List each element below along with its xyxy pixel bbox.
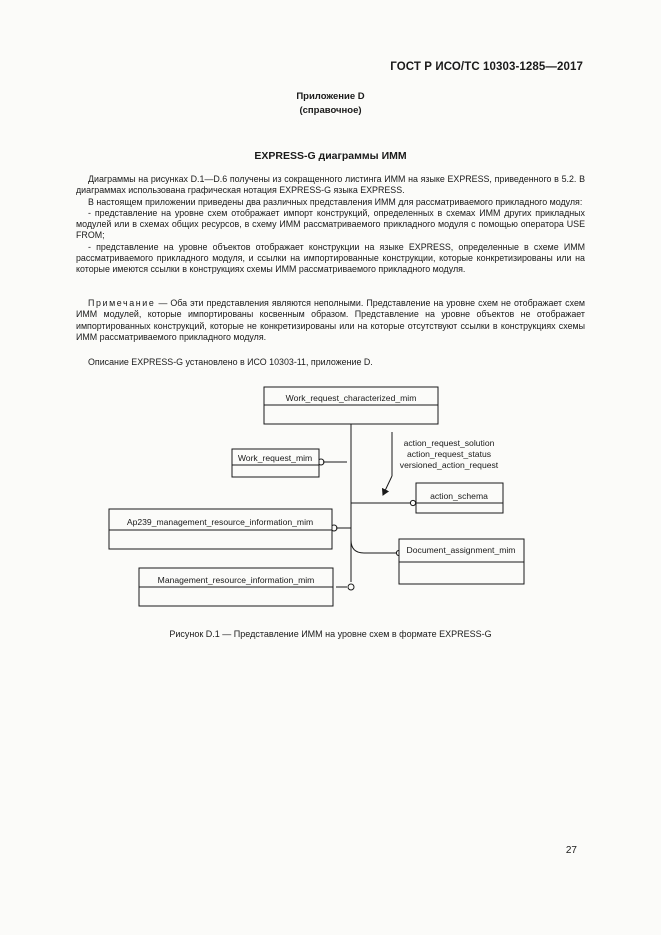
reference-label-3: versioned_action_request	[399, 460, 499, 470]
box-label-work-request: Work_request_mim	[237, 453, 313, 463]
paragraph-2: В настоящем приложении приведены два различных представления ИММ для рассматриваемого прикладного модуля:	[88, 196, 583, 207]
reference-label-2: action_request_status	[406, 449, 492, 459]
document-header: ГОСТ Р ИСО/ТС 10303-1285—2017	[390, 61, 583, 73]
reference-arrow	[383, 476, 392, 495]
paragraph-5: Описание EXPRESS-G установлено в ИСО 10303-11, приложение D.	[88, 357, 373, 367]
figure-caption: Рисунок D.1 — Представление ИММ на уровне схем в формате EXPRESS-G	[169, 629, 492, 639]
box-ap239	[109, 509, 332, 549]
box-label-work-request-characterized: Work_request_characterized_mim	[285, 393, 417, 403]
note-text: — Оба эти представления являются неполными. Представление на уровне схем не отображает схем ИММ модулей, которые импортированы косвенным образом. Представление на уровне объектов не отображает импортированных конструкций, которые не конкретизированы или на которые отсутствуют ссылки в конструкциях схемы ИММ рассматриваемого прикладного модуля.	[76, 298, 585, 342]
box-label-document-assignment: Document_assignment_mim	[406, 545, 516, 555]
paragraph-3: - представление на уровне схем отображает импорт конструкций, определенных в схемах ИММ других прикладных модулей или в схемах общих ресурсов, в схему ИММ рассматриваемого прикладного модуля с помощью оператора USE FROM;	[76, 207, 585, 241]
annex-note: (справочное)	[299, 105, 362, 116]
box-label-action-schema: action_schema	[430, 491, 488, 501]
reference-label-1: action_request_solution	[403, 438, 495, 448]
connector-circle-action-schema	[410, 500, 415, 505]
connector-document-assignment	[351, 540, 397, 553]
box-label-ap239: Ap239_management_resource_information_mim	[126, 517, 314, 527]
section-title: EXPRESS-G диаграммы ИММ	[254, 150, 407, 162]
connector-circle-management	[348, 584, 354, 590]
paragraph-4: - представление на уровне объектов отображает конструкции на языке EXPRESS, определенные в схеме ИММ рассматриваемого прикладного модуля, и ссылки на импортированные конструкции, которые конкретизированы или на которые имеются ссылки в конструкциях схемы ИММ рассматриваемого прикладного модуля.	[76, 241, 585, 275]
annex-title: Приложение D	[296, 91, 365, 102]
page-number: 27	[565, 845, 577, 856]
paragraph-1: Диаграммы на рисунках D.1—D.6 получены из сокращенного листинга ИММ на языке EXPRESS, приведенного в 5.2. В диаграммах использована графическая нотация EXPRESS-G языка EXPRESS.	[76, 174, 585, 196]
box-label-management-resource: Management_resource_information_mim	[157, 575, 315, 585]
note-label: Примечание	[88, 298, 156, 308]
